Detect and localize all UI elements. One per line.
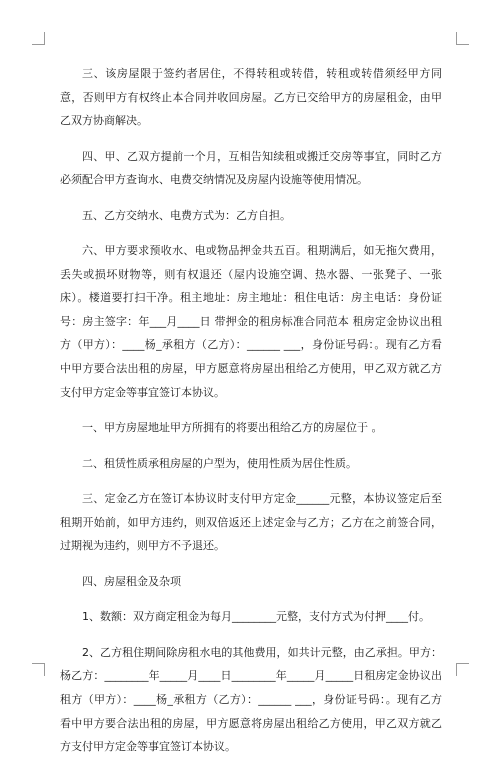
section-heading-rent: 四、房屋租金及杂项 bbox=[82, 574, 181, 588]
paragraph-other-fees: 2、乙方租住期间除房租水电的其他费用，如共计元整，由乙承担。甲方：杨乙方：________年_____月____日________年_____月_____日租房定金协议出租方（甲方）：____杨_承租方（乙方）：______ ___，身份证号码：。现有乙方看中甲方要合法出租的房屋，甲方愿意将房屋出租给乙方使用，甲乙双方就乙方支付甲方定金等事宜签订本协议。 bbox=[60, 645, 442, 754]
paragraph-3-earnest-money: 三、定金乙方在签订本协议时支付甲方定金______元整，本协议签定后至租期开始前，如甲方违约，则双倍返还上述定金与乙方；乙方在之前签合同，过期视为违约，则甲方不予退还。 bbox=[60, 492, 442, 553]
crop-mark-bottom-left bbox=[32, 663, 45, 676]
paragraph-1-address: 一、甲方房屋地址甲方所拥有的将要出租给乙方的房屋位于 。 bbox=[82, 421, 383, 435]
paragraph-rent-amount: 1、数额：双方商定租金为每月________元整，支付方式为付押____付。 bbox=[82, 610, 430, 624]
paragraph-3-sublease: 三、该房屋限于签约者居住，不得转租或转借，转租或转借须经甲方同意，否则甲方有权终止本合同并收回房屋。乙方已交给甲方的房屋租金，由甲乙双方协商解决。 bbox=[60, 67, 442, 128]
crop-mark-top-right bbox=[456, 32, 469, 45]
paragraph-6-deposit: 六、甲方要求预收水、电或物品押金共五百。租期满后，如无拖欠费用，丢失或损坏财物等，则有权退还（屋内设施空调、热水器、一张凳子、一张床）。楼道要打扫干净。租主地址：房主地址：租住电话：房主电话：身份证号：房主签字：年___月____日 带押金的租房标准合同范本 租房定金协议出租方（甲方）：____杨_承租方（乙方）：______ ___，身份证号码：。现有乙方看中甲方要合法出租的房屋，甲方愿意将房屋出租给乙方使用，甲乙双方就乙方支付甲方定金等事宜签订本协议。 bbox=[60, 244, 442, 399]
crop-mark-bottom-right bbox=[456, 663, 469, 676]
paragraph-5-utilities: 五、乙方交纳水、电费方式为：乙方自担。 bbox=[82, 208, 291, 222]
paragraph-4-notice: 四、甲、乙双方提前一个月，互相告知续租或搬迁交房等事宜，同时乙方必须配合甲方查询水、电费交纳情况及房屋内设施等使用情况。 bbox=[60, 149, 442, 187]
crop-mark-top-left bbox=[32, 32, 45, 45]
paragraph-2-nature: 二、租赁性质承租房屋的户型为，使用性质为居住性质。 bbox=[82, 456, 357, 470]
document-body bbox=[60, 62, 442, 759]
